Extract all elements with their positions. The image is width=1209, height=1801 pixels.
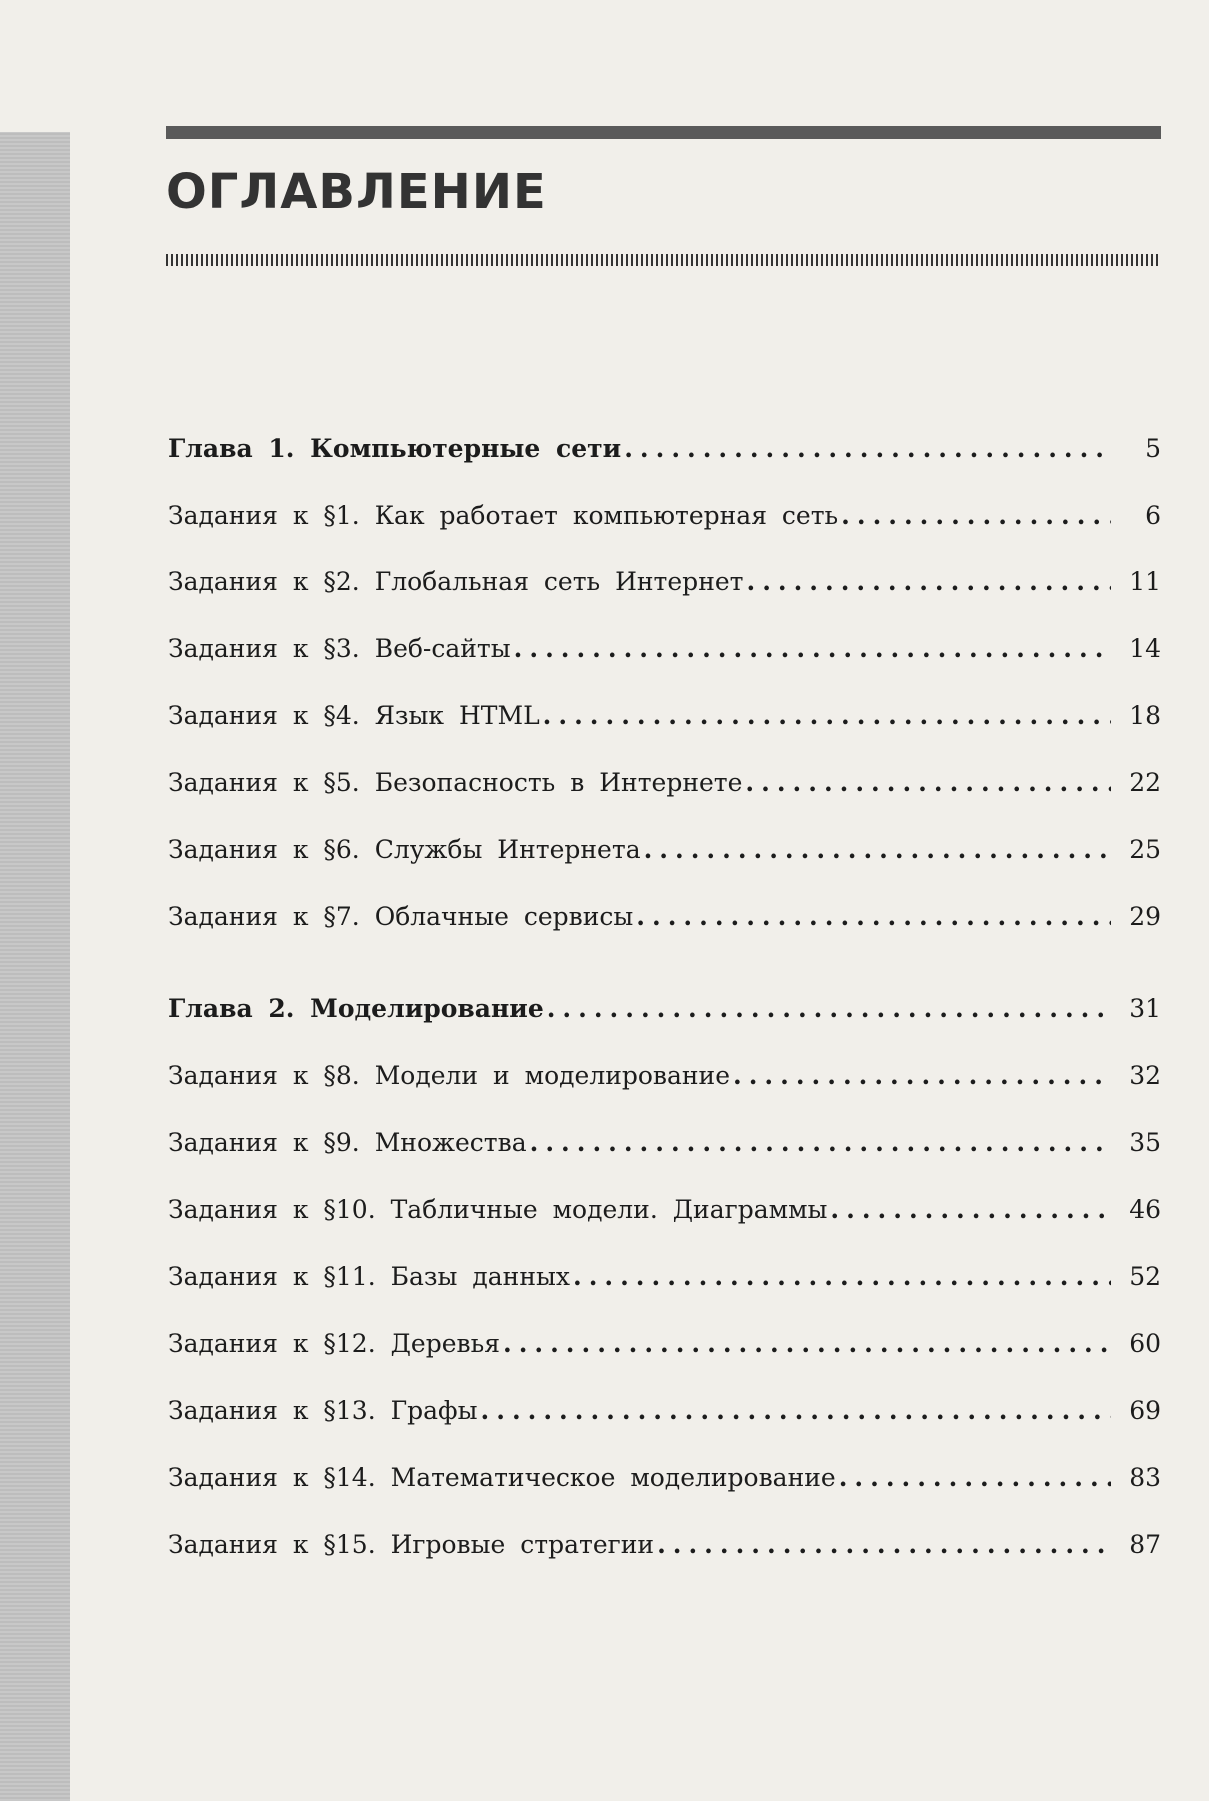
dot-leader <box>733 1063 1111 1088</box>
toc-entry-title: Задания к §11. Базы данных <box>168 1262 570 1291</box>
toc-entry-title: Задания к §7. Облачные сервисы <box>168 902 634 931</box>
toc-page-number: 32 <box>1129 1061 1161 1090</box>
page-title: ОГЛАВЛЕНИЕ <box>166 164 547 220</box>
toc-page-number: 60 <box>1129 1329 1161 1358</box>
dot-leader <box>830 1197 1111 1222</box>
toc-entry-title: Задания к §3. Веб-сайты <box>168 634 511 663</box>
toc-page-number: 31 <box>1129 994 1161 1023</box>
toc-entry <box>168 1532 1161 1557</box>
dot-leader <box>745 770 1111 795</box>
toc-entry <box>168 569 1161 594</box>
toc-entry <box>168 1331 1161 1356</box>
toc-entry <box>168 1465 1161 1490</box>
toc-entry-title: Задания к §14. Математическое моделирование <box>168 1463 836 1492</box>
toc-entry <box>168 703 1161 728</box>
dot-leader <box>657 1532 1111 1557</box>
page-edge-strip <box>0 132 70 1801</box>
toc-entry-title: Задания к §8. Модели и моделирование <box>168 1061 731 1090</box>
toc-page-number: 5 <box>1145 434 1161 463</box>
toc-page-number: 52 <box>1129 1262 1161 1291</box>
dot-leader <box>636 904 1111 929</box>
toc-page-number: 35 <box>1129 1128 1161 1157</box>
toc-entry-title: Задания к §1. Как работает компьютерная сеть <box>168 501 839 530</box>
toc-chapter <box>168 436 1161 461</box>
toc-entry-title: Задания к §12. Деревья <box>168 1329 500 1358</box>
dot-leader <box>644 837 1111 862</box>
dot-leader <box>573 1264 1111 1289</box>
toc-entry-title: Задания к §6. Службы Интернета <box>168 835 641 864</box>
dot-leader <box>514 636 1111 661</box>
toc-entry-title: Задания к §9. Множества <box>168 1128 527 1157</box>
toc-page-number: 6 <box>1145 501 1161 530</box>
toc-page-number: 22 <box>1129 768 1161 797</box>
toc-entry <box>168 1398 1161 1423</box>
toc-entry-title: Задания к §13. Графы <box>168 1396 478 1425</box>
toc-page-number: 29 <box>1129 902 1161 931</box>
toc-entry-title: Глава 2. Моделирование <box>168 994 544 1023</box>
toc-entry-title: Задания к §10. Табличные модели. Диаграммы <box>168 1195 828 1224</box>
dot-leader <box>839 1465 1111 1490</box>
toc-entry <box>168 770 1161 795</box>
toc-page-number: 83 <box>1129 1463 1161 1492</box>
toc-entry <box>168 636 1161 661</box>
toc-entry-title: Задания к §4. Язык HTML <box>168 701 540 730</box>
toc-entry-title: Задания к §15. Игровые стратегии <box>168 1530 655 1559</box>
toc-entry-title: Задания к §2. Глобальная сеть Интернет <box>168 567 744 596</box>
dot-leader <box>746 569 1111 594</box>
dot-leader <box>624 436 1111 461</box>
toc-page-number: 69 <box>1129 1396 1161 1425</box>
toc-page-number: 25 <box>1129 835 1161 864</box>
toc-page-number: 14 <box>1129 634 1161 663</box>
toc-entry <box>168 1130 1161 1155</box>
toc-page-number: 18 <box>1129 701 1161 730</box>
dot-leader <box>503 1331 1111 1356</box>
toc-page-number: 46 <box>1129 1195 1161 1224</box>
toc-entry <box>168 503 1161 528</box>
table-of-contents <box>168 0 1161 1801</box>
toc-page-number: 11 <box>1129 567 1161 596</box>
toc-page-number: 87 <box>1129 1530 1161 1559</box>
toc-entry <box>168 1063 1161 1088</box>
toc-entry <box>168 1264 1161 1289</box>
dot-leader <box>530 1130 1111 1155</box>
toc-entry <box>168 1197 1161 1222</box>
dot-leader <box>547 996 1111 1021</box>
dot-leader <box>841 503 1111 528</box>
dot-leader <box>543 703 1111 728</box>
toc-entry-title: Задания к §5. Безопасность в Интернете <box>168 768 743 797</box>
dot-leader <box>481 1398 1111 1423</box>
toc-entry <box>168 837 1161 862</box>
toc-entry-title: Глава 1. Компьютерные сети <box>168 434 622 463</box>
toc-entry <box>168 904 1161 929</box>
toc-chapter <box>168 996 1161 1021</box>
